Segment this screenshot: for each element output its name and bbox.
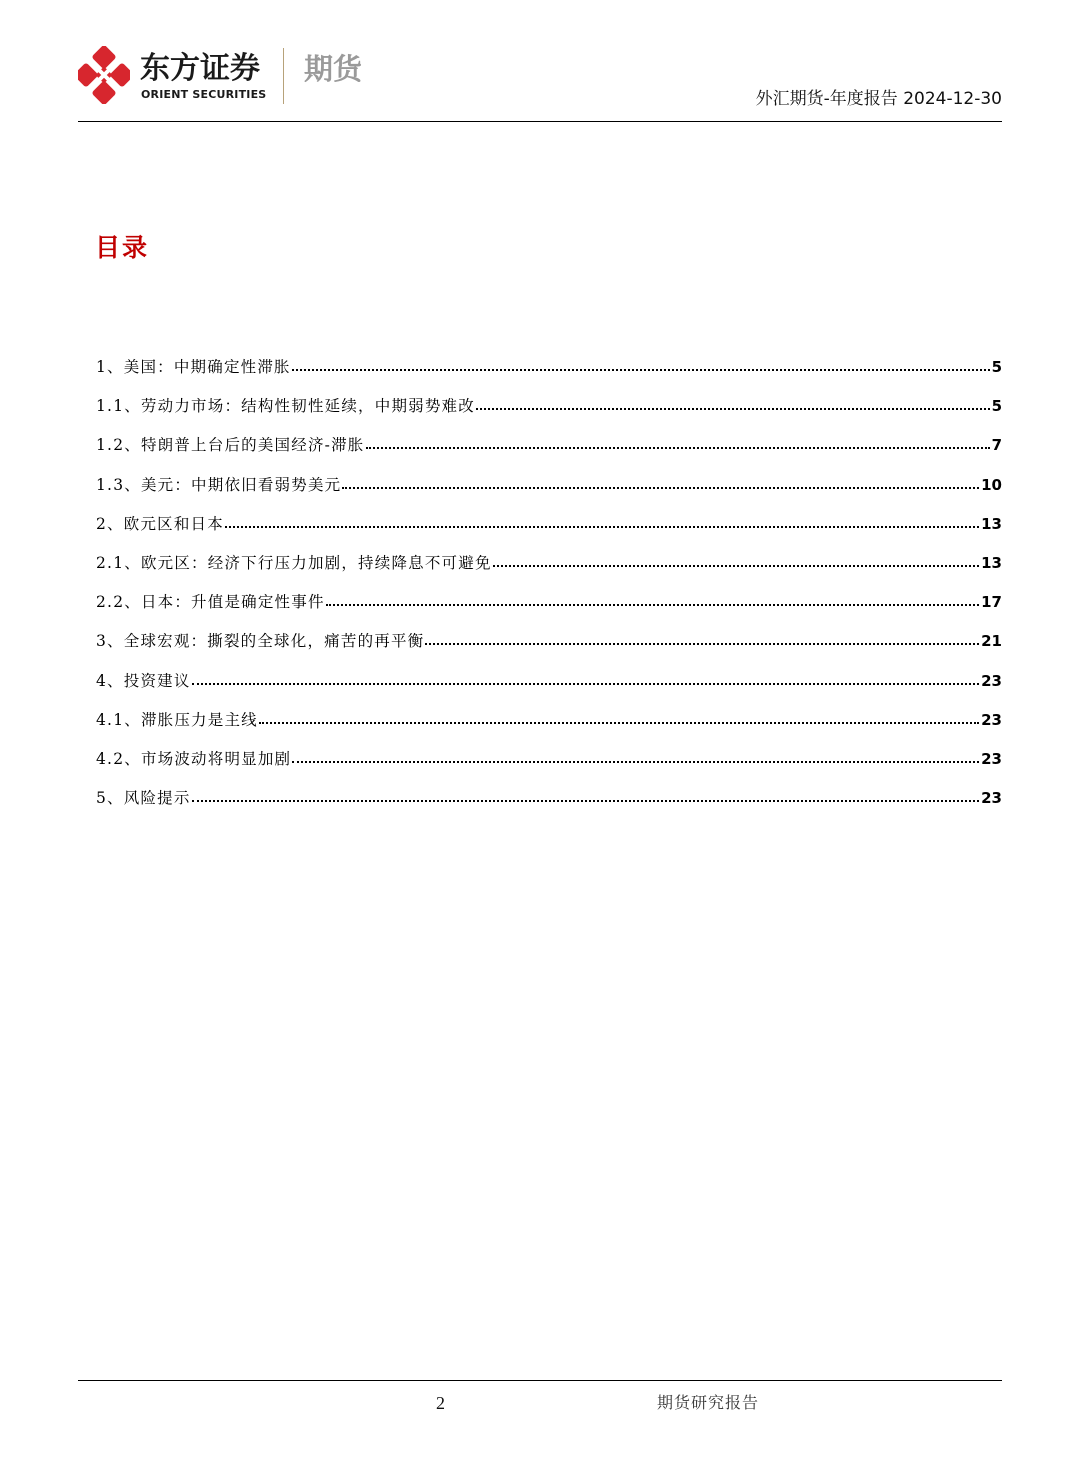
toc-dot-leader: [476, 395, 990, 410]
toc-entry[interactable]: [96, 748, 1002, 787]
toc-entry-label: 2.1、欧元区：经济下行压力加剧，持续降息不可避免: [96, 553, 492, 572]
toc-title: 目录: [95, 233, 150, 262]
toc-entry[interactable]: [96, 670, 1002, 709]
toc-entry-label: 4、投资建议: [96, 671, 191, 690]
toc-entry[interactable]: [96, 591, 1002, 630]
page-number: 2: [436, 1393, 445, 1413]
toc-entry-page: 17: [981, 593, 1002, 612]
toc-entry-page: 21: [981, 632, 1002, 651]
toc-entry-label: 4.2、市场波动将明显加剧: [96, 749, 292, 768]
toc-entry-page: 23: [981, 710, 1002, 729]
toc-entry[interactable]: [96, 356, 1002, 395]
toc-entry-page: 13: [981, 553, 1002, 572]
toc-entry-page: 23: [981, 671, 1002, 690]
toc-entry[interactable]: [96, 709, 1002, 748]
toc-entry-page: 7: [991, 436, 1002, 455]
toc-entry[interactable]: [96, 630, 1002, 669]
toc-entry-label: 5、风险提示: [96, 789, 191, 808]
toc-entry-label: 1.1、劳动力市场：结构性韧性延续，中期弱势难改: [96, 397, 475, 416]
footer-rule: [78, 1380, 1002, 1381]
toc-entry-page: 5: [991, 397, 1002, 416]
toc-entry-label: 2.2、日本：升值是确定性事件: [96, 593, 325, 612]
toc-entry[interactable]: [96, 474, 1002, 513]
orient-securities-logo-icon: [78, 46, 130, 104]
toc-dot-leader: [225, 513, 979, 528]
toc-entry[interactable]: [96, 434, 1002, 473]
toc-entry-label: 1.3、美元：中期依旧看弱势美元: [96, 475, 342, 494]
toc-entry-page: 23: [981, 749, 1002, 768]
toc-dot-leader: [425, 630, 979, 645]
toc-entry[interactable]: [96, 395, 1002, 434]
toc-dot-leader: [259, 709, 979, 724]
brand-name-en: ORIENT SECURITIES: [141, 88, 267, 101]
toc-dot-leader: [192, 787, 980, 802]
toc-dot-leader: [326, 591, 979, 606]
toc-dot-leader: [292, 748, 979, 763]
toc-dot-leader: [292, 356, 990, 371]
toc-entry[interactable]: [96, 513, 1002, 552]
brand-name-cn: 东方证券: [140, 51, 260, 86]
toc-entry-label: 4.1、滞胀压力是主线: [96, 710, 258, 729]
toc-entry[interactable]: [96, 552, 1002, 591]
table-of-contents: [96, 356, 1002, 826]
toc-entry-label: 1、美国：中期确定性滞胀: [96, 358, 291, 376]
toc-dot-leader: [342, 474, 979, 489]
toc-entry-page: 13: [981, 514, 1002, 533]
toc-entry-label: 1.2、特朗普上台后的美国经济-滞胀: [96, 436, 365, 455]
toc-entry-label: 2、欧元区和日本: [96, 514, 224, 533]
toc-dot-leader: [366, 434, 990, 449]
toc-entry-page: 10: [981, 475, 1002, 494]
toc-dot-leader: [493, 552, 979, 567]
division-label: 期货: [304, 52, 363, 86]
toc-entry-page: 23: [981, 789, 1002, 808]
toc-dot-leader: [192, 670, 980, 685]
toc-entry-page: 5: [991, 358, 1002, 376]
toc-entry[interactable]: [96, 787, 1002, 826]
report-meta: 外汇期货-年度报告 2024-12-30: [755, 89, 1002, 109]
report-header: [78, 40, 1002, 122]
header-rule: [78, 121, 1002, 122]
logo-divider: [283, 48, 284, 104]
footer-label: 期货研究报告: [657, 1393, 760, 1412]
toc-entry-label: 3、全球宏观：撕裂的全球化，痛苦的再平衡: [96, 632, 425, 651]
